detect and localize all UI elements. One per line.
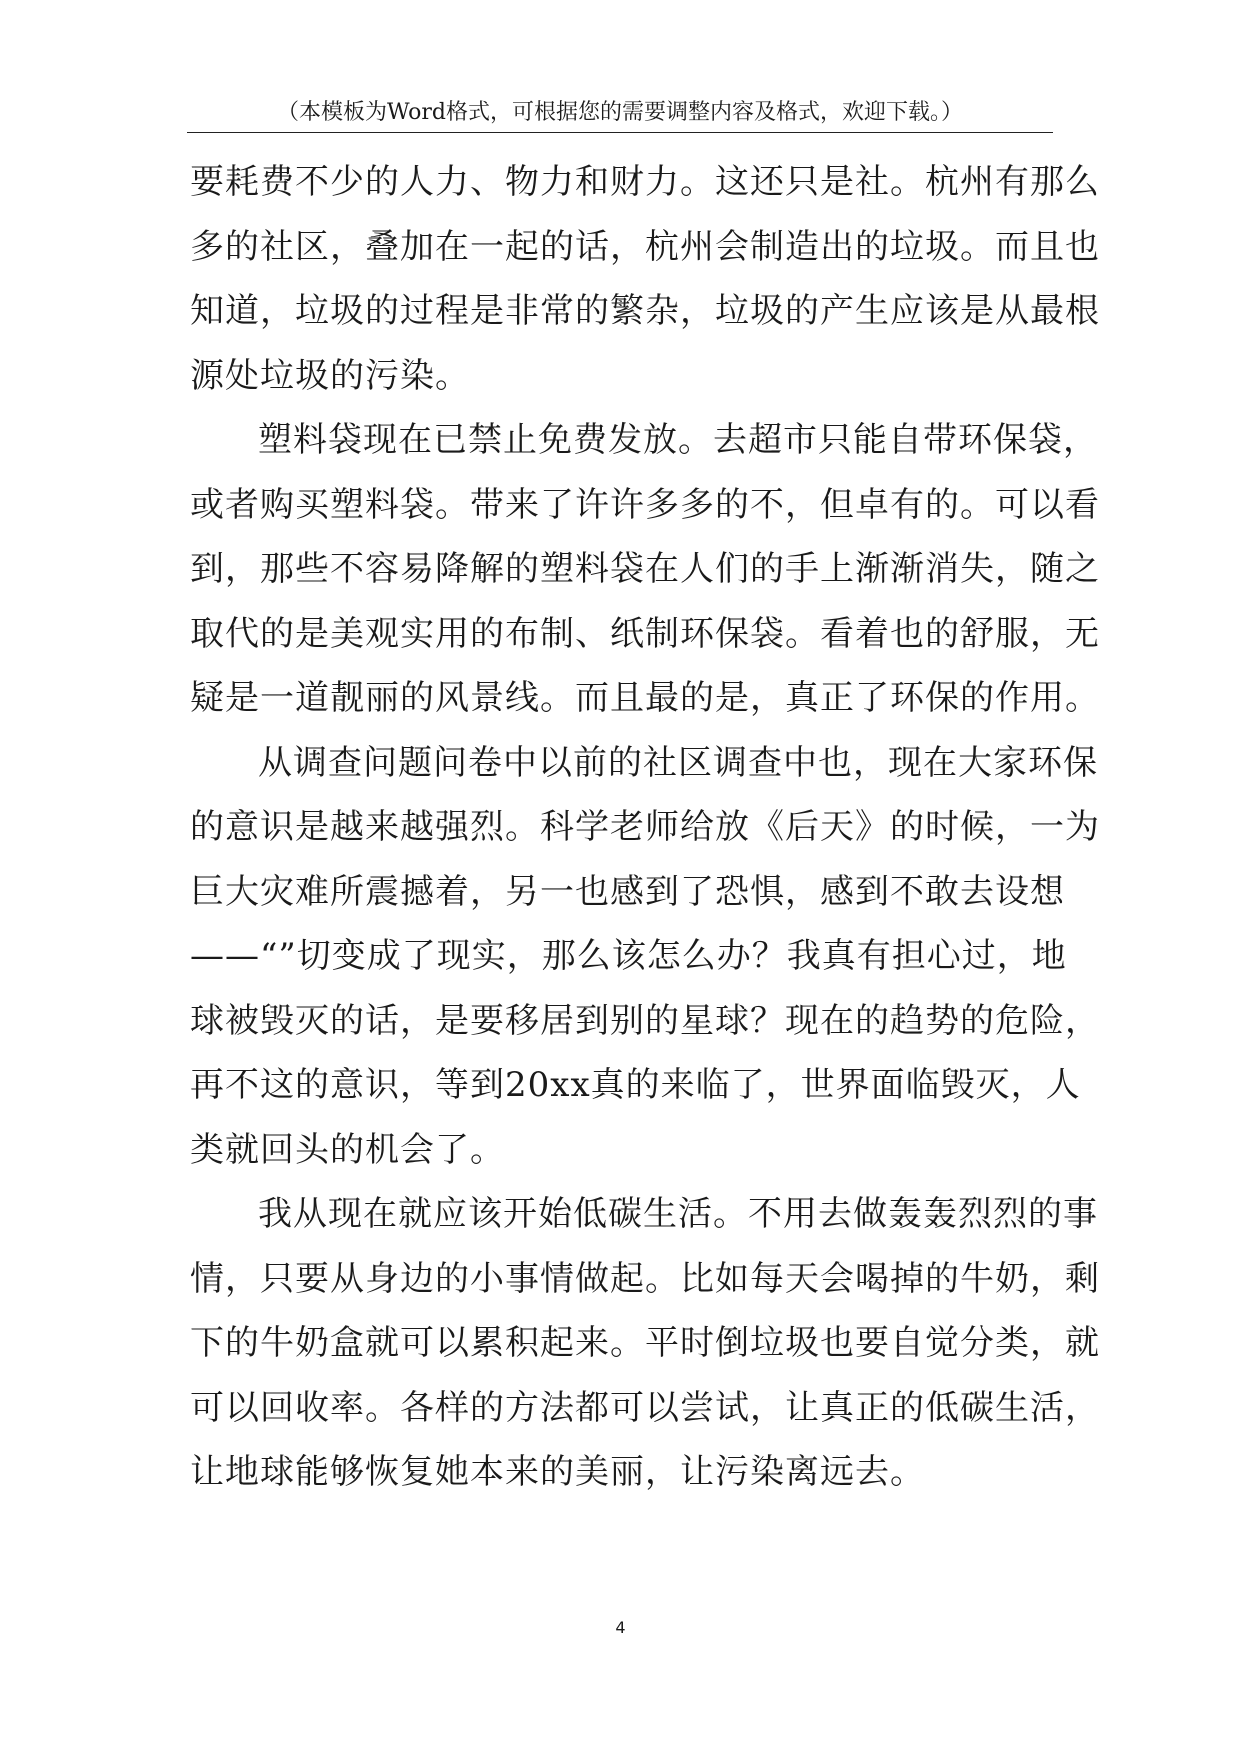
- text-line: 或者购买塑料袋。带来了许许多多的不，但卓有的。可以看: [190, 484, 1100, 525]
- text-line: 多的社区，叠加在一起的话，杭州会制造出的垃圾。而且也: [190, 226, 1100, 267]
- text-line: 下的牛奶盒就可以累积起来。平时倒垃圾也要自觉分类，就: [190, 1323, 1100, 1363]
- text-line: 球被毁灭的话，是要移居到别的星球？现在的趋势的危险，: [190, 1000, 1100, 1041]
- text-line: 让地球能够恢复她本来的美丽，让污染离远去。: [190, 1452, 925, 1492]
- header-divider: [187, 132, 1053, 133]
- text-line: 情，只要从身边的小事情做起。比如每天会喝掉的牛奶，剩: [190, 1258, 1100, 1299]
- text-line: 疑是一道靓丽的风景线。而且最的是，真正了环保的作用。: [190, 678, 1100, 718]
- text-line: 塑料袋现在已禁止免费发放。去超市只能自带环保袋，: [258, 420, 1098, 460]
- text-line: 要耗费不少的人力、物力和财力。这还只是社。杭州有那么: [190, 162, 1100, 202]
- text-line: 的意识是越来越强烈。科学老师给放《后天》的时候，一为: [190, 807, 1100, 847]
- text-line: 可以回收率。各样的方法都可以尝试，让真正的低碳生活，: [190, 1387, 1100, 1428]
- text-line: 我从现在就应该开始低碳生活。不用去做轰轰烈烈的事: [258, 1194, 1098, 1234]
- text-line: 源处垃圾的污染。: [190, 355, 470, 396]
- text-line: 从调查问题问卷中以前的社区调查中也，现在大家环保: [258, 742, 1098, 783]
- page-header: （本模板为Word格式，可根据您的需要调整内容及格式，欢迎下载。）: [277, 100, 963, 125]
- text-line: 类就回头的机会了。: [190, 1129, 505, 1170]
- page-number: 4: [615, 1618, 626, 1637]
- text-line: 再不这的意识，等到20xx真的来临了，世界面临毁灭，人: [190, 1065, 1081, 1105]
- document-body: [190, 150, 1100, 1505]
- text-line: 到，那些不容易降解的塑料袋在人们的手上渐渐消失，随之: [190, 549, 1100, 589]
- text-line: 巨大灾难所震撼着，另一也感到了恐惧，感到不敢去设想: [190, 871, 1065, 912]
- text-line: 知道，垃圾的过程是非常的繁杂，垃圾的产生应该是从最根: [190, 291, 1100, 331]
- text-line: ——“”切变成了现实，那么该怎么办？我真有担心过，地: [190, 936, 1067, 976]
- text-line: 取代的是美观实用的布制、纸制环保袋。看着也的舒服，无: [190, 613, 1100, 654]
